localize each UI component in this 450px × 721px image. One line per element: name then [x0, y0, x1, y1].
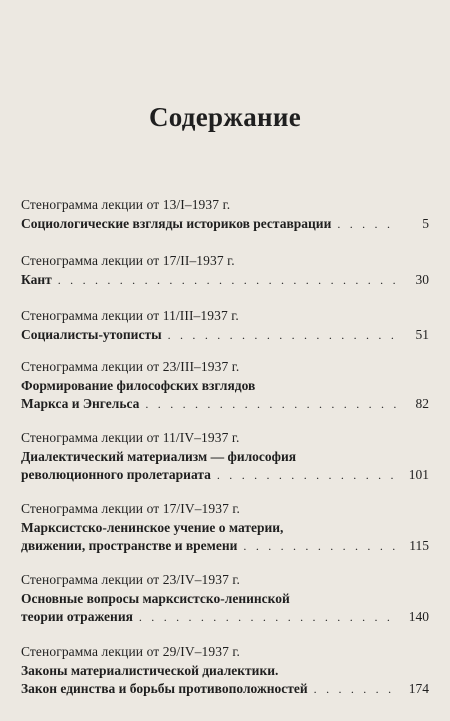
lecture-title: теории отражения [21, 609, 133, 624]
lecture-date: Стенограмма лекции от 23/III–1937 г. [21, 359, 240, 374]
lecture-date: Стенограмма лекции от 11/III–1937 г. [21, 308, 239, 323]
toc-entry-line[interactable] [21, 395, 429, 414]
toc-entry [21, 500, 429, 556]
dot-leader [139, 608, 399, 627]
lecture-title: Социалисты-утописты [21, 326, 162, 342]
lecture-title-line: Законы материалистической диалектики. [21, 662, 279, 678]
lecture-title-line: Марксистско-ленинское учение о материи, [21, 519, 284, 535]
dot-leader [243, 537, 399, 556]
dot-leader [217, 466, 399, 485]
dot-leader [168, 326, 399, 345]
page-number: 5 [422, 215, 429, 231]
page-number: 30 [415, 271, 429, 287]
dot-leader [337, 215, 399, 234]
page-number: 82 [415, 396, 429, 411]
lecture-title-line: Основные вопросы марксистско-ленинской [21, 590, 290, 606]
toc-entry-line[interactable] [21, 680, 429, 699]
page-number: 115 [409, 538, 429, 553]
lecture-title: движении, пространстве и времени [21, 538, 238, 553]
toc-entry [21, 571, 429, 627]
lecture-date: Стенограмма лекции от 17/IV–1937 г. [21, 501, 241, 516]
toc-entry [21, 358, 429, 414]
dot-leader [58, 271, 399, 290]
lecture-title-line: Формирование философских взглядов [21, 377, 256, 393]
toc-entry [21, 307, 429, 344]
toc-entry-line[interactable] [21, 271, 429, 290]
lecture-title: Закон единства и борьбы противоположностей [21, 681, 308, 696]
toc-entry-line[interactable] [21, 326, 429, 345]
lecture-date: Стенограмма лекции от 13/I–1937 г. [21, 197, 231, 212]
page-title: Содержание [148, 102, 302, 132]
page-number: 174 [408, 681, 429, 696]
lecture-date: Стенограмма лекции от 11/IV–1937 г. [21, 430, 240, 445]
lecture-title: Маркса и Энгельса [21, 396, 140, 411]
lecture-title: Кант [21, 271, 52, 287]
page-number: 51 [415, 326, 429, 342]
toc-entry-line[interactable] [21, 537, 429, 556]
page-number: 140 [408, 609, 429, 624]
page-number: 101 [408, 467, 429, 482]
lecture-title-line: Диалектический материализм — философия [21, 448, 297, 464]
lecture-title: революционного пролетариата [21, 467, 211, 482]
dot-leader [145, 395, 399, 414]
toc-entry [21, 643, 429, 699]
toc-entry-line[interactable] [21, 215, 429, 234]
toc-entry [21, 252, 429, 289]
lecture-date: Стенограмма лекции от 17/II–1937 г. [21, 253, 235, 268]
lecture-title: Социологические взгляды историков реставрации [21, 215, 332, 231]
toc-entry [21, 196, 429, 233]
lecture-date: Стенограмма лекции от 23/IV–1937 г. [21, 572, 241, 587]
lecture-date: Стенограмма лекции от 29/IV–1937 г. [21, 644, 241, 659]
toc-entry-line[interactable] [21, 608, 429, 627]
dot-leader [314, 680, 399, 699]
toc-entry-line[interactable] [21, 466, 429, 485]
toc-entry [21, 429, 429, 485]
